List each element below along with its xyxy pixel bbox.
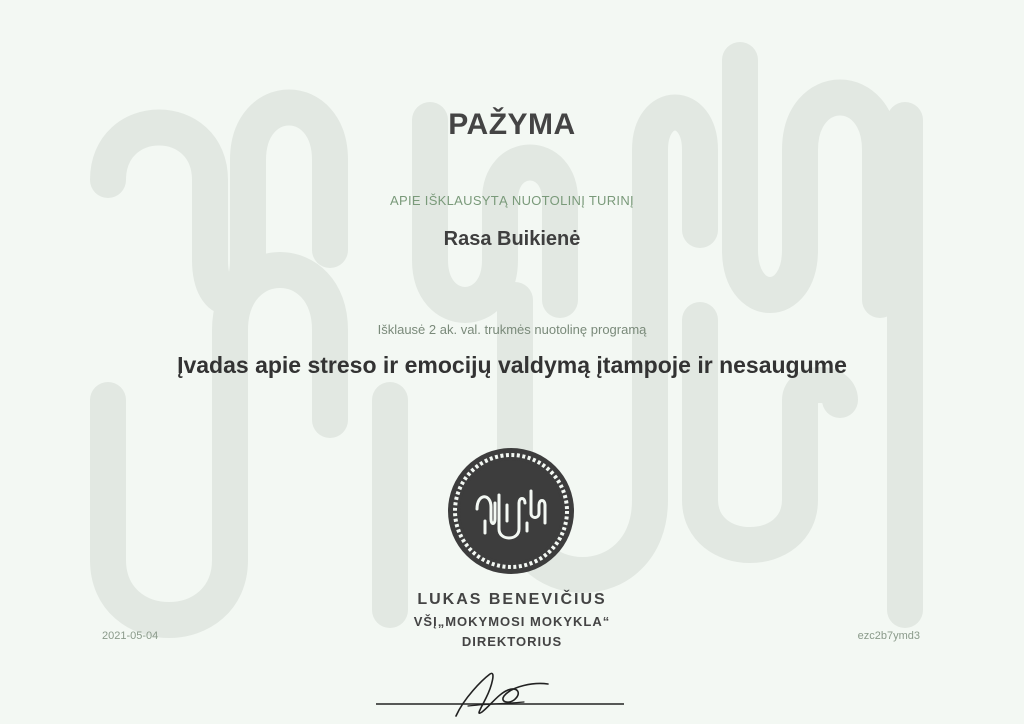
program-intro: Išklausė 2 ak. val. trukmės nuotolinę programą [377, 322, 647, 337]
signer-organization: VŠĮ„MOKYMOSI MOKYKLA“ [413, 614, 611, 629]
signer-role: DIREKTORIUS [461, 634, 563, 649]
signer-name: LUKAS BENEVIČIUS [417, 591, 607, 608]
handwritten-signature [372, 660, 628, 724]
mokymosi-mokykla-seal-icon [447, 447, 575, 575]
certificate-title: PAŽYMA [448, 108, 576, 141]
certificate-subtitle: APIE IŠKLAUSYTĄ NUOTOLINĮ TURINĮ [390, 193, 634, 208]
recipient-name: Rasa Buikienė [443, 228, 581, 250]
certificate-code: ezc2b7ymd3 [857, 630, 920, 642]
program-title: Įvadas apie streso ir emocijų valdymą įtampoje ir nesaugume [177, 352, 847, 378]
issue-date: 2021-05-04 [102, 630, 159, 642]
